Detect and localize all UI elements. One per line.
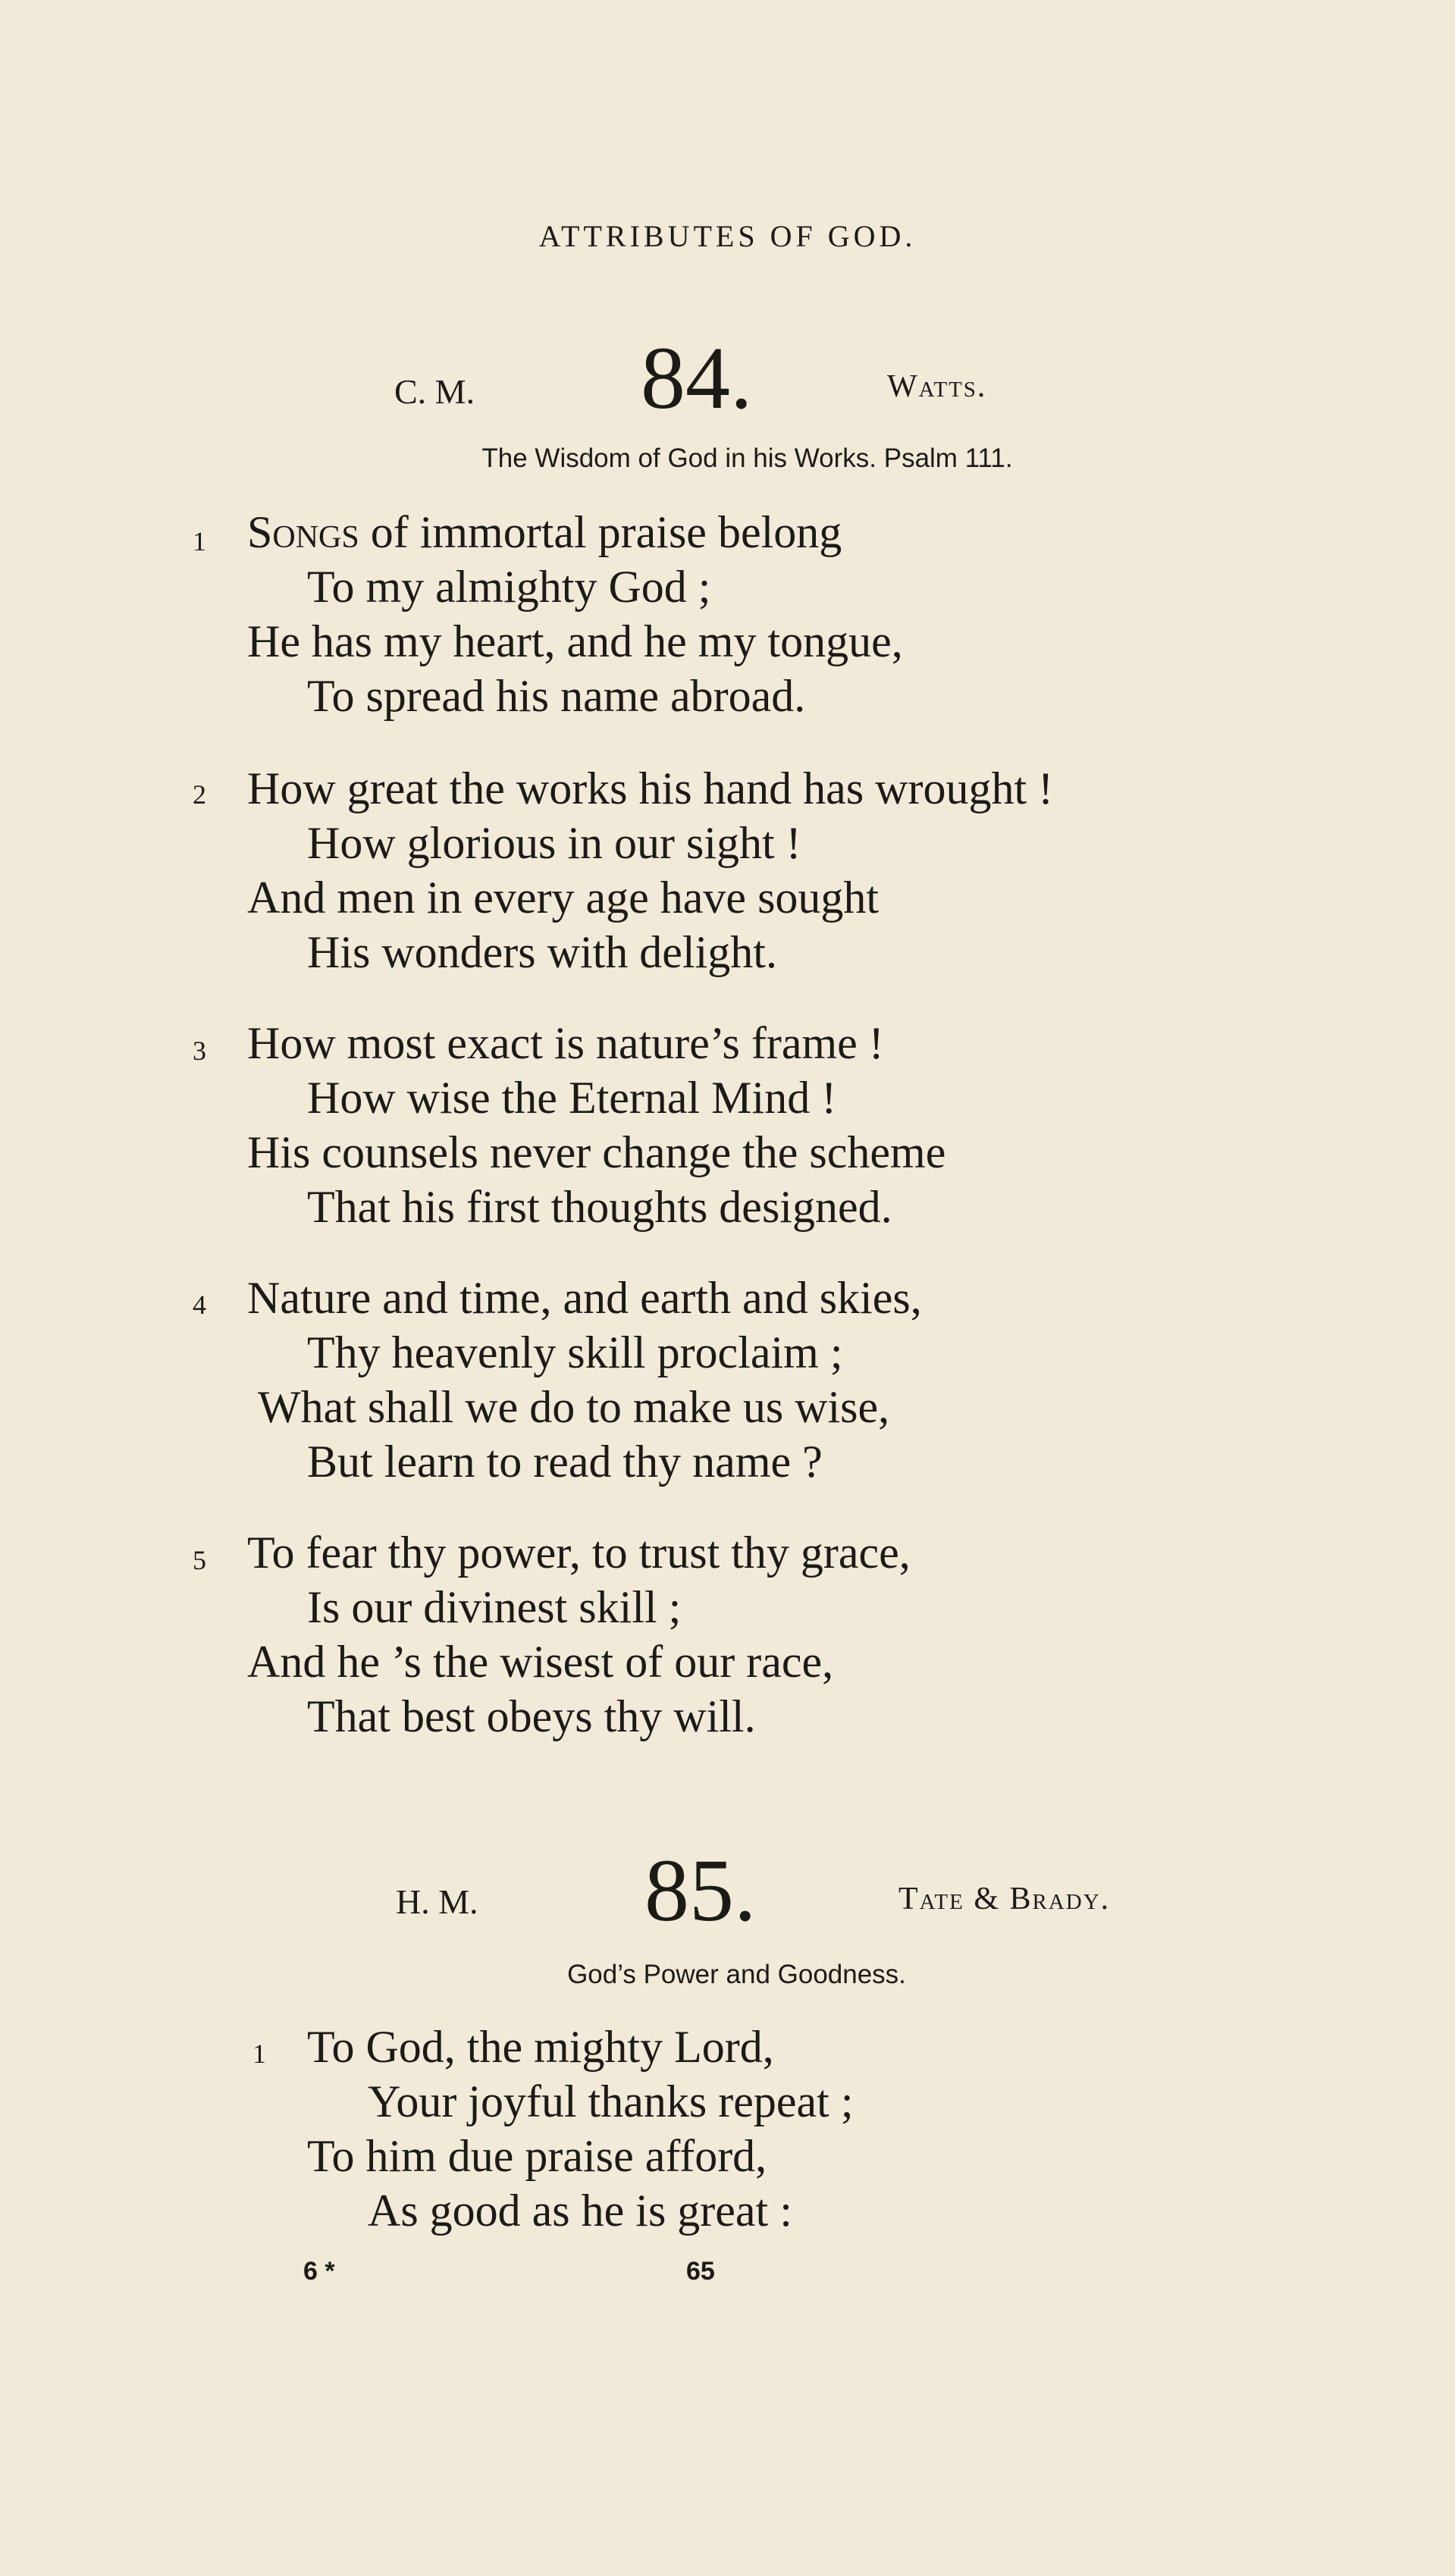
verse-number: 5: [193, 1545, 206, 1575]
hymn-subtitle: The Wisdom of God in his Works. Psalm 111.: [481, 443, 1013, 473]
verse-line: Is our divinest skill ;: [307, 1582, 682, 1632]
verse-line: To him due praise afford,: [307, 2131, 767, 2181]
verse-line: But learn to read thy name ?: [307, 1437, 823, 1487]
verse-line: He has my heart, and he my tongue,: [247, 616, 903, 666]
verse-number: 1: [193, 526, 206, 556]
hymn-header: [0, 1841, 1455, 1952]
verse-line: And men in every age have sought: [247, 873, 880, 923]
verse-line: His counsels never change the scheme: [247, 1127, 946, 1177]
verse-line: Nature and time, and earth and skies,: [247, 1273, 922, 1323]
verse-line: What shall we do to make us wise,: [258, 1382, 890, 1432]
verse-line: Thy heavenly skill proclaim ;: [307, 1327, 843, 1377]
hymn-subtitle: God’s Power and Goodness.: [567, 1960, 906, 1989]
verse-first-word: Songs: [247, 507, 359, 557]
verse-line: How great the works his hand has wrought !: [247, 763, 1054, 813]
hymn-number: 84.: [641, 328, 753, 428]
verse-line: To spread his name abroad.: [307, 671, 806, 721]
verse-line: [247, 509, 842, 555]
verse-line: Your joyful thanks repeat ;: [368, 2076, 854, 2126]
verse-line: That his first thoughts designed.: [307, 1182, 892, 1232]
verse-line: How most exact is nature’s frame !: [247, 1018, 884, 1068]
verse-line: To fear thy power, to trust thy grace,: [247, 1528, 911, 1578]
running-head: ATTRIBUTES OF GOD.: [538, 219, 917, 253]
verse-line: How wise the Eternal Mind !: [307, 1073, 837, 1123]
verse-line: His wonders with delight.: [307, 927, 777, 977]
hymn-author: Tate & Brady.: [898, 1882, 1111, 1916]
verse-line: How glorious in our sight !: [307, 818, 801, 868]
verse-line-rest: of immortal praise belong: [359, 507, 842, 557]
verse-number: 3: [193, 1036, 206, 1066]
page-number: 65: [686, 2257, 715, 2286]
hymn-meter: C. M.: [394, 372, 475, 411]
hymn-number: 85.: [644, 1841, 757, 1940]
verse-number: 4: [193, 1290, 206, 1320]
hymn-author: Watts.: [887, 369, 987, 404]
verse-line: To my almighty God ;: [307, 562, 711, 612]
signature-mark: 6 *: [303, 2257, 335, 2286]
hymn-meter: H. M.: [396, 1882, 478, 1921]
verse-line: As good as he is great :: [368, 2186, 792, 2236]
verse-number: 2: [193, 779, 206, 810]
verse-line: To God, the mighty Lord,: [307, 2022, 774, 2072]
verse-line: That best obeys thy will.: [307, 1691, 756, 1741]
verse-number: 1: [252, 2039, 266, 2069]
hymn-header: [0, 328, 1455, 440]
verse-line: And he ’s the wisest of our race,: [247, 1637, 834, 1687]
